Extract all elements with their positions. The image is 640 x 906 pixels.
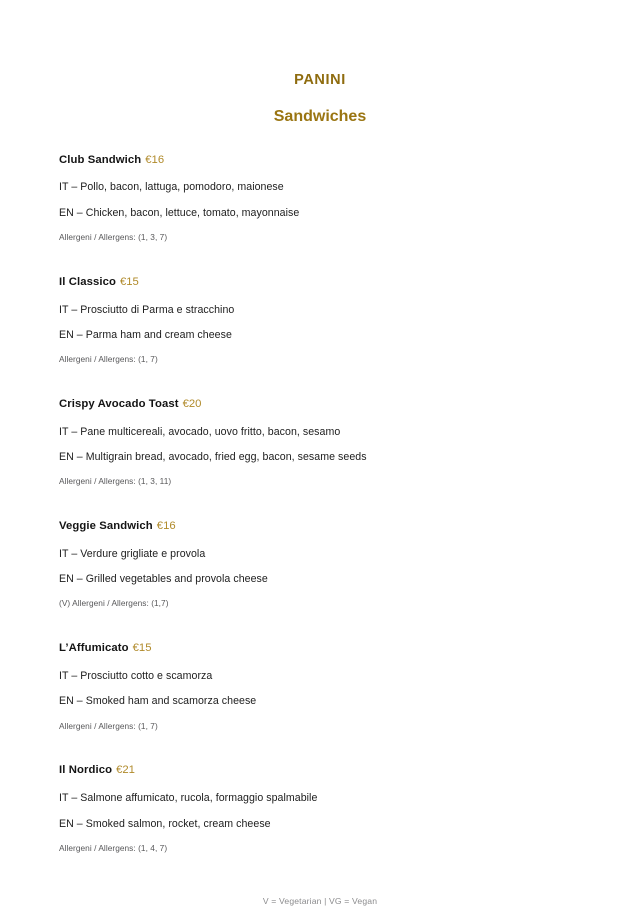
item-description-it: IT – Salmone affumicato, rucola, formaggio spalmabile [59, 792, 318, 805]
item-price: €15 [132, 642, 152, 655]
item-allergens: Allergeni / Allergens: (1, 7) [59, 354, 158, 365]
menu-item-list [59, 127, 581, 854]
menu-item [59, 515, 581, 609]
menu-item [59, 393, 581, 487]
item-description-en: EN – Smoked ham and scamorza cheese [59, 695, 257, 708]
item-price: €15 [119, 275, 139, 288]
item-heading [59, 515, 581, 536]
item-price: €20 [182, 397, 202, 410]
item-allergens: Allergeni / Allergens: (1, 3, 7) [59, 231, 168, 242]
item-heading [59, 393, 581, 414]
item-price: €16 [156, 520, 176, 533]
item-description-en: EN – Parma ham and cream cheese [59, 328, 232, 341]
item-name: Veggie Sandwich [59, 520, 153, 533]
item-price: €21 [116, 764, 135, 777]
item-description-it: IT – Prosciutto cotto e scamorza [59, 670, 213, 683]
item-allergens: Allergeni / Allergens: (1, 3, 11) [59, 476, 172, 487]
item-description-en: EN – Chicken, bacon, lettuce, tomato, mayonnaise [59, 206, 300, 219]
item-name: Club Sandwich [59, 153, 142, 166]
item-heading [59, 271, 581, 292]
item-allergens: Allergeni / Allergens: (1, 7) [59, 720, 158, 731]
item-price: €16 [145, 153, 165, 166]
item-description-it: IT – Pollo, bacon, lattuga, pomodoro, maionese [59, 181, 284, 194]
menu-header [59, 0, 581, 127]
dietary-legend: V = Vegetarian | VG = Vegan [262, 895, 378, 906]
item-description-en: EN – Smoked salmon, rocket, cream cheese [59, 817, 271, 830]
item-heading [59, 759, 581, 780]
item-allergens: Allergeni / Allergens: (1, 4, 7) [59, 842, 168, 853]
menu-item [59, 271, 581, 365]
item-heading [59, 149, 581, 170]
item-allergens: (V) Allergeni / Allergens: (1,7) [59, 598, 169, 609]
menu-item [59, 759, 581, 853]
item-name: Il Nordico [59, 764, 113, 777]
item-name: Crispy Avocado Toast [59, 397, 179, 410]
item-name: L’Affumicato [59, 642, 129, 655]
item-description-en: EN – Grilled vegetables and provola cheese [59, 573, 268, 586]
page-title: PANINI [294, 72, 346, 88]
item-name: Il Classico [59, 275, 116, 288]
menu-footer [59, 882, 581, 906]
item-description-it: IT – Prosciutto di Parma e stracchino [59, 303, 235, 316]
item-heading [59, 637, 581, 658]
item-description-it: IT – Verdure grigliate e provola [59, 547, 206, 560]
page-subtitle: Sandwiches [273, 108, 367, 126]
item-description-it: IT – Pane multicereali, avocado, uovo fritto, bacon, sesamo [59, 425, 341, 438]
menu-item [59, 637, 581, 731]
item-description-en: EN – Multigrain bread, avocado, fried egg, bacon, sesame seeds [59, 451, 367, 464]
menu-item [59, 149, 581, 243]
